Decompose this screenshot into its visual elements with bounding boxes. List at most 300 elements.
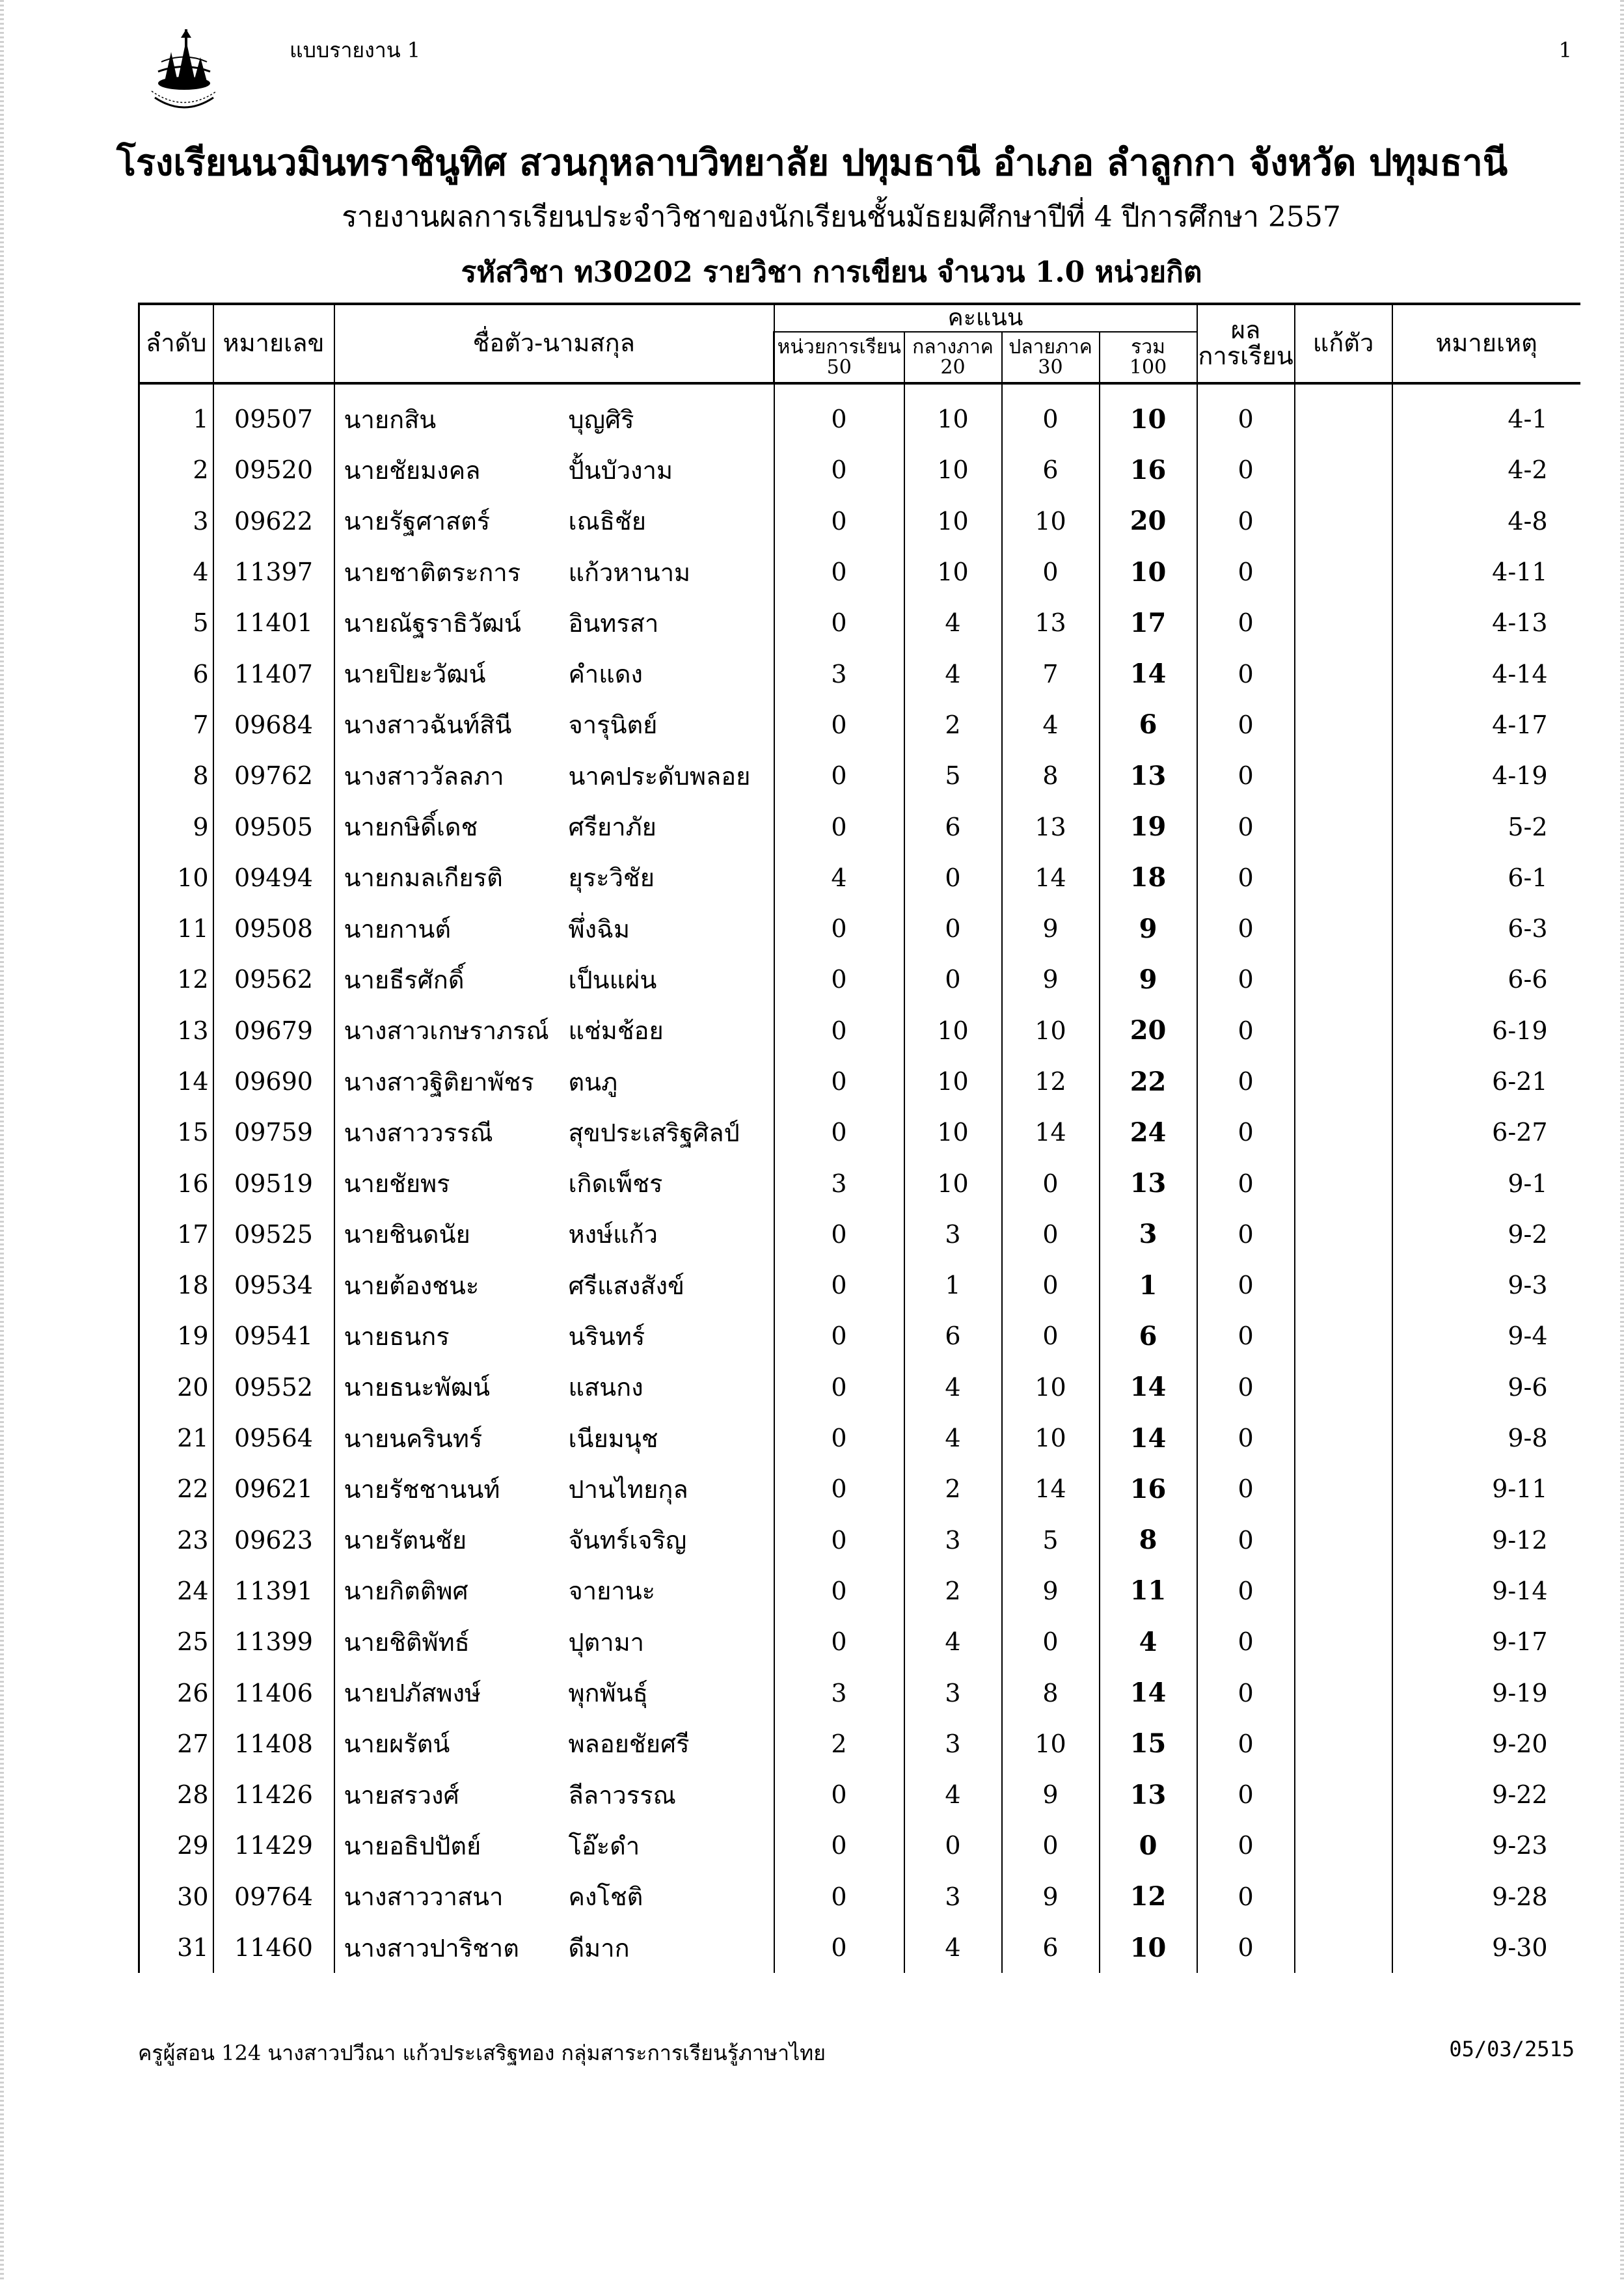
school-heading: โรงเรียนนวมินทราชินูทิศ สวนกุหลาบวิทยาลัย ปทุมธานี อำเภอ ลำลูกกา จังหวัด ปทุมธานี	[116, 141, 1508, 184]
first-name: นายปิยะวัฒน์	[334, 648, 566, 699]
student-id: 09759	[213, 1107, 334, 1158]
table-row	[139, 1820, 1580, 1871]
col-header-final	[1002, 332, 1100, 383]
remark: 6-21	[1392, 1056, 1580, 1107]
retake-result	[1295, 547, 1392, 597]
last-name: พุกพันธุ์	[568, 1679, 648, 1708]
final-score: 4	[1002, 700, 1100, 750]
remark: 9-4	[1392, 1311, 1580, 1361]
student-id: 09764	[213, 1871, 334, 1922]
midterm-score: 0	[904, 954, 1002, 1005]
remark: 4-17	[1392, 700, 1580, 750]
total-score: 17	[1100, 597, 1197, 648]
unit-score: 0	[774, 750, 904, 801]
unit-score: 0	[774, 1566, 904, 1616]
remark: 4-14	[1392, 648, 1580, 699]
total-score: 6	[1100, 700, 1197, 750]
final-score: 9	[1002, 1769, 1100, 1820]
table-row	[139, 1616, 1580, 1667]
first-name: นายชิติพัทธ์	[334, 1616, 566, 1667]
remark: 9-19	[1392, 1667, 1580, 1718]
retake-result	[1295, 1311, 1392, 1361]
school-emblem-icon	[142, 26, 226, 117]
table-row	[139, 1922, 1580, 1973]
row-number: 16	[139, 1158, 213, 1208]
final-label: ปลายภาค	[1008, 335, 1092, 359]
unit-score: 3	[774, 1158, 904, 1208]
midterm-score: 3	[904, 1515, 1002, 1566]
row-number: 21	[139, 1413, 213, 1463]
unit-score: 4	[774, 852, 904, 903]
midterm-score: 4	[904, 1413, 1002, 1463]
last-name: อินทรสา	[568, 608, 659, 638]
row-number: 14	[139, 1056, 213, 1107]
page-number: 1	[1558, 38, 1572, 62]
retake-result	[1295, 1463, 1392, 1514]
retake-result	[1295, 444, 1392, 495]
remark: 4-1	[1392, 383, 1580, 444]
retake-result	[1295, 1769, 1392, 1820]
final-score: 0	[1002, 383, 1100, 444]
first-name: นายกสิน	[334, 383, 566, 444]
last-name: ปั้นบัวงาม	[568, 455, 673, 485]
midterm-score: 3	[904, 1871, 1002, 1922]
grade-result: 0	[1197, 1005, 1295, 1056]
grade-result: 0	[1197, 1158, 1295, 1208]
last-name: ตนภู	[568, 1067, 618, 1096]
row-number: 1	[139, 383, 213, 444]
midterm-score: 6	[904, 801, 1002, 852]
table-row	[139, 1311, 1580, 1361]
student-id: 09623	[213, 1515, 334, 1566]
table-row	[139, 648, 1580, 699]
first-name: นายผรัตน์	[334, 1718, 566, 1769]
grade-result: 0	[1197, 1769, 1295, 1820]
last-name: เณธิชัย	[568, 507, 646, 536]
print-date: 05/03/2515	[1449, 2037, 1575, 2061]
midterm-score: 4	[904, 648, 1002, 699]
midterm-score: 1	[904, 1260, 1002, 1311]
last-name: จันทร์เจริญ	[568, 1526, 687, 1555]
retake-result	[1295, 1158, 1392, 1208]
total-score: 1	[1100, 1260, 1197, 1311]
final-score: 14	[1002, 852, 1100, 903]
remark: 9-28	[1392, 1871, 1580, 1922]
col-header-retake: แก้ตัว	[1295, 304, 1392, 383]
unit-score: 0	[774, 1616, 904, 1667]
midterm-score: 4	[904, 1616, 1002, 1667]
table-row	[139, 1463, 1580, 1514]
last-name: บุญศิริ	[568, 405, 634, 434]
retake-result	[1295, 801, 1392, 852]
first-name: นายธนะพัฒน์	[334, 1362, 566, 1413]
midterm-score: 4	[904, 1922, 1002, 1973]
row-number: 17	[139, 1209, 213, 1260]
table-row	[139, 1718, 1580, 1769]
final-score: 9	[1002, 1566, 1100, 1616]
first-name: นางสาววัลลภา	[334, 750, 566, 801]
retake-result	[1295, 1515, 1392, 1566]
final-score: 7	[1002, 648, 1100, 699]
row-number: 2	[139, 444, 213, 495]
final-score: 12	[1002, 1056, 1100, 1107]
final-score: 0	[1002, 1820, 1100, 1871]
student-id: 09762	[213, 750, 334, 801]
total-score: 9	[1100, 954, 1197, 1005]
student-id: 11460	[213, 1922, 334, 1973]
last-name: ปุตามา	[568, 1627, 645, 1657]
remark: 9-8	[1392, 1413, 1580, 1463]
table-row	[139, 1107, 1580, 1158]
total-score: 3	[1100, 1209, 1197, 1260]
row-number: 28	[139, 1769, 213, 1820]
final-score: 10	[1002, 1005, 1100, 1056]
student-id: 09520	[213, 444, 334, 495]
final-score: 0	[1002, 1260, 1100, 1311]
grade-result: 0	[1197, 1362, 1295, 1413]
last-name: โอ๊ะดำ	[568, 1831, 640, 1860]
report-form-label: แบบรายงาน 1	[290, 38, 421, 62]
table-row	[139, 383, 1580, 444]
table-row	[139, 700, 1580, 750]
student-id: 11426	[213, 1769, 334, 1820]
last-name: เกิดเพ็ชร	[568, 1169, 663, 1199]
col-header-name: ชื่อตัว-นามสกุล	[334, 304, 774, 383]
row-number: 12	[139, 954, 213, 1005]
total-score: 9	[1100, 903, 1197, 954]
total-score: 20	[1100, 496, 1197, 547]
result-line-1: ผล	[1230, 316, 1261, 345]
total-score: 22	[1100, 1056, 1197, 1107]
retake-result	[1295, 1362, 1392, 1413]
grade-result: 0	[1197, 1463, 1295, 1514]
unit-score: 0	[774, 1107, 904, 1158]
retake-result	[1295, 1820, 1392, 1871]
grade-result: 0	[1197, 1413, 1295, 1463]
result-line-2: การเรียน	[1198, 342, 1293, 370]
remark: 9-23	[1392, 1820, 1580, 1871]
total-score: 19	[1100, 801, 1197, 852]
last-name: ศรีแสงสังข์	[568, 1271, 684, 1300]
table-row	[139, 1667, 1580, 1718]
remark: 9-12	[1392, 1515, 1580, 1566]
report-title: รายงานผลการเรียนประจำวิชาของนักเรียนชั้นมัธยมศึกษาปีที่ 4 ปีการศึกษา 2557	[342, 200, 1341, 234]
retake-result	[1295, 1209, 1392, 1260]
remark: 9-30	[1392, 1922, 1580, 1973]
remark: 4-19	[1392, 750, 1580, 801]
total-score: 14	[1100, 1667, 1197, 1718]
grade-result: 0	[1197, 1260, 1295, 1311]
unit-score: 2	[774, 1718, 904, 1769]
midterm-score: 4	[904, 597, 1002, 648]
last-name: ลีลาวรรณ	[568, 1780, 676, 1810]
table-row	[139, 1056, 1580, 1107]
last-name: พลอยชัยศรี	[568, 1730, 690, 1759]
final-score: 10	[1002, 1718, 1100, 1769]
first-name: นายกษิดิ์เดช	[334, 801, 566, 852]
midterm-score: 10	[904, 383, 1002, 444]
grade-result: 0	[1197, 750, 1295, 801]
row-number: 26	[139, 1667, 213, 1718]
retake-result	[1295, 700, 1392, 750]
first-name: นางสาววาสนา	[334, 1871, 566, 1922]
grade-result: 0	[1197, 852, 1295, 903]
midterm-score: 0	[904, 903, 1002, 954]
first-name: นายนครินทร์	[334, 1413, 566, 1463]
grade-result: 0	[1197, 954, 1295, 1005]
final-score: 13	[1002, 801, 1100, 852]
first-name: นางสาวฐิติยาพัชร	[334, 1056, 566, 1107]
remark: 9-17	[1392, 1616, 1580, 1667]
final-score: 8	[1002, 750, 1100, 801]
table-row	[139, 954, 1580, 1005]
first-name: นายต้องชนะ	[334, 1260, 566, 1311]
midterm-score: 3	[904, 1718, 1002, 1769]
grade-result: 0	[1197, 903, 1295, 954]
total-score: 16	[1100, 1463, 1197, 1514]
final-score: 0	[1002, 1158, 1100, 1208]
row-number: 11	[139, 903, 213, 954]
remark: 9-14	[1392, 1566, 1580, 1616]
midterm-score: 10	[904, 1056, 1002, 1107]
first-name: นายกมลเกียรติ	[334, 852, 566, 903]
row-number: 31	[139, 1922, 213, 1973]
total-score: 14	[1100, 648, 1197, 699]
grade-result: 0	[1197, 1107, 1295, 1158]
total-score: 14	[1100, 1362, 1197, 1413]
grade-result: 0	[1197, 648, 1295, 699]
first-name: นายอธิปปัตย์	[334, 1820, 566, 1871]
retake-result	[1295, 1871, 1392, 1922]
midterm-score: 3	[904, 1209, 1002, 1260]
final-score: 6	[1002, 444, 1100, 495]
first-name: นายรัชชานนท์	[334, 1463, 566, 1514]
midterm-score: 2	[904, 700, 1002, 750]
table-row	[139, 444, 1580, 495]
student-id: 09525	[213, 1209, 334, 1260]
first-name: นายณัฐราธิวัฒน์	[334, 597, 566, 648]
first-name: นายกานต์	[334, 903, 566, 954]
first-name: นายชินดนัย	[334, 1209, 566, 1260]
remark: 9-20	[1392, 1718, 1580, 1769]
remark: 6-6	[1392, 954, 1580, 1005]
retake-result	[1295, 750, 1392, 801]
table-row	[139, 1209, 1580, 1260]
table-row	[139, 750, 1580, 801]
midterm-max: 20	[940, 356, 966, 379]
student-id: 09534	[213, 1260, 334, 1311]
midterm-label: กลางภาค	[912, 335, 994, 359]
row-number: 18	[139, 1260, 213, 1311]
row-number: 8	[139, 750, 213, 801]
final-score: 14	[1002, 1107, 1100, 1158]
col-header-student-id: หมายเลข	[213, 304, 334, 383]
row-number: 23	[139, 1515, 213, 1566]
unit-score: 0	[774, 954, 904, 1005]
last-name: หงษ์แก้ว	[568, 1220, 658, 1249]
midterm-score: 2	[904, 1463, 1002, 1514]
retake-result	[1295, 496, 1392, 547]
student-id: 09494	[213, 852, 334, 903]
first-name: นางสาวฉันท์สินี	[334, 700, 566, 750]
first-name: นางสาววรรณี	[334, 1107, 566, 1158]
last-name: แสนกง	[568, 1373, 643, 1402]
table-row	[139, 903, 1580, 954]
unit-score: 0	[774, 903, 904, 954]
student-id: 09562	[213, 954, 334, 1005]
midterm-score: 4	[904, 1362, 1002, 1413]
row-number: 5	[139, 597, 213, 648]
grade-result: 0	[1197, 801, 1295, 852]
student-id: 09621	[213, 1463, 334, 1514]
unit-score: 0	[774, 1056, 904, 1107]
last-name: ดีมาก	[568, 1933, 630, 1963]
student-id: 09564	[213, 1413, 334, 1463]
midterm-score: 0	[904, 1820, 1002, 1871]
remark: 4-8	[1392, 496, 1580, 547]
table-row	[139, 1413, 1580, 1463]
final-score: 10	[1002, 1362, 1100, 1413]
row-number: 19	[139, 1311, 213, 1361]
col-header-no: ลำดับ	[139, 304, 213, 383]
retake-result	[1295, 1922, 1392, 1973]
final-score: 13	[1002, 597, 1100, 648]
total-score: 14	[1100, 1413, 1197, 1463]
last-name: แช่มช้อย	[568, 1016, 664, 1046]
final-score: 0	[1002, 1616, 1100, 1667]
final-max: 30	[1038, 356, 1063, 379]
first-name: นางสาวปาริชาต	[334, 1922, 566, 1973]
student-id: 09508	[213, 903, 334, 954]
row-number: 4	[139, 547, 213, 597]
remark: 9-3	[1392, 1260, 1580, 1311]
total-score: 18	[1100, 852, 1197, 903]
first-name: นายรัฐศาสตร์	[334, 496, 566, 547]
final-score: 9	[1002, 954, 1100, 1005]
scan-edge-left	[0, 0, 4, 2282]
remark: 4-13	[1392, 597, 1580, 648]
total-score: 15	[1100, 1718, 1197, 1769]
table-row	[139, 1769, 1580, 1820]
retake-result	[1295, 1107, 1392, 1158]
remark: 9-11	[1392, 1463, 1580, 1514]
scan-edge-right	[1620, 0, 1624, 2282]
student-id: 11429	[213, 1820, 334, 1871]
student-id: 11408	[213, 1718, 334, 1769]
first-name: นายปภัสพงษ์	[334, 1667, 566, 1718]
table-row	[139, 1566, 1580, 1616]
midterm-score: 0	[904, 852, 1002, 903]
total-score: 24	[1100, 1107, 1197, 1158]
unit-score: 3	[774, 1667, 904, 1718]
col-header-score-group: คะแนน	[774, 304, 1197, 332]
grade-result: 0	[1197, 1871, 1295, 1922]
remark: 4-2	[1392, 444, 1580, 495]
unit-score: 0	[774, 547, 904, 597]
student-id: 09622	[213, 496, 334, 547]
total-score: 13	[1100, 1769, 1197, 1820]
col-header-total	[1100, 332, 1197, 383]
unit-score: 0	[774, 1769, 904, 1820]
remark: 5-2	[1392, 801, 1580, 852]
unit-max: 50	[826, 356, 852, 379]
last-name: เนียมนุช	[568, 1424, 658, 1453]
grade-result: 0	[1197, 1056, 1295, 1107]
teacher-footer: ครูผู้สอน 124 นางสาวปวีณา แก้วประเสริฐทอง กลุ่มสาระการเรียนรู้ภาษาไทย	[138, 2041, 826, 2065]
first-name: นายธนกร	[334, 1311, 566, 1361]
retake-result	[1295, 1260, 1392, 1311]
total-score: 11	[1100, 1566, 1197, 1616]
remark: 6-19	[1392, 1005, 1580, 1056]
unit-score: 0	[774, 383, 904, 444]
col-header-remark: หมายเหตุ	[1392, 304, 1580, 383]
row-number: 13	[139, 1005, 213, 1056]
total-score: 8	[1100, 1515, 1197, 1566]
student-id: 11391	[213, 1566, 334, 1616]
grade-result: 0	[1197, 1718, 1295, 1769]
retake-result	[1295, 1667, 1392, 1718]
final-score: 0	[1002, 547, 1100, 597]
final-score: 10	[1002, 1413, 1100, 1463]
row-number: 6	[139, 648, 213, 699]
unit-score: 0	[774, 1515, 904, 1566]
midterm-score: 10	[904, 1107, 1002, 1158]
total-score: 10	[1100, 383, 1197, 444]
first-name: นายสรวงศ์	[334, 1769, 566, 1820]
table-row	[139, 1260, 1580, 1311]
retake-result	[1295, 1616, 1392, 1667]
row-number: 9	[139, 801, 213, 852]
remark: 6-1	[1392, 852, 1580, 903]
unit-label: หน่วยการเรียน	[777, 335, 901, 359]
total-max: 100	[1129, 356, 1167, 379]
table-row	[139, 1515, 1580, 1566]
grade-result: 0	[1197, 383, 1295, 444]
table-row	[139, 597, 1580, 648]
midterm-score: 3	[904, 1667, 1002, 1718]
table-row	[139, 1158, 1580, 1208]
grade-result: 0	[1197, 1566, 1295, 1616]
retake-result	[1295, 597, 1392, 648]
grade-result: 0	[1197, 444, 1295, 495]
row-number: 22	[139, 1463, 213, 1514]
final-score: 14	[1002, 1463, 1100, 1514]
grades-table	[138, 303, 1580, 1973]
row-number: 30	[139, 1871, 213, 1922]
last-name: จายานะ	[568, 1577, 656, 1606]
midterm-score: 5	[904, 750, 1002, 801]
student-id: 09690	[213, 1056, 334, 1107]
grade-result: 0	[1197, 547, 1295, 597]
unit-score: 0	[774, 444, 904, 495]
table-row	[139, 1871, 1580, 1922]
grade-result: 0	[1197, 1209, 1295, 1260]
first-name: นางสาวเกษราภรณ์	[334, 1005, 566, 1056]
retake-result	[1295, 1005, 1392, 1056]
row-number: 27	[139, 1718, 213, 1769]
unit-score: 0	[774, 1311, 904, 1361]
grade-result: 0	[1197, 597, 1295, 648]
retake-result	[1295, 648, 1392, 699]
retake-result	[1295, 1056, 1392, 1107]
first-name: นายชัยมงคล	[334, 444, 566, 495]
final-score: 6	[1002, 1922, 1100, 1973]
last-name: จารุนิตย์	[568, 711, 658, 740]
final-score: 0	[1002, 1311, 1100, 1361]
final-score: 9	[1002, 903, 1100, 954]
midterm-score: 10	[904, 1158, 1002, 1208]
col-header-result	[1197, 304, 1295, 383]
